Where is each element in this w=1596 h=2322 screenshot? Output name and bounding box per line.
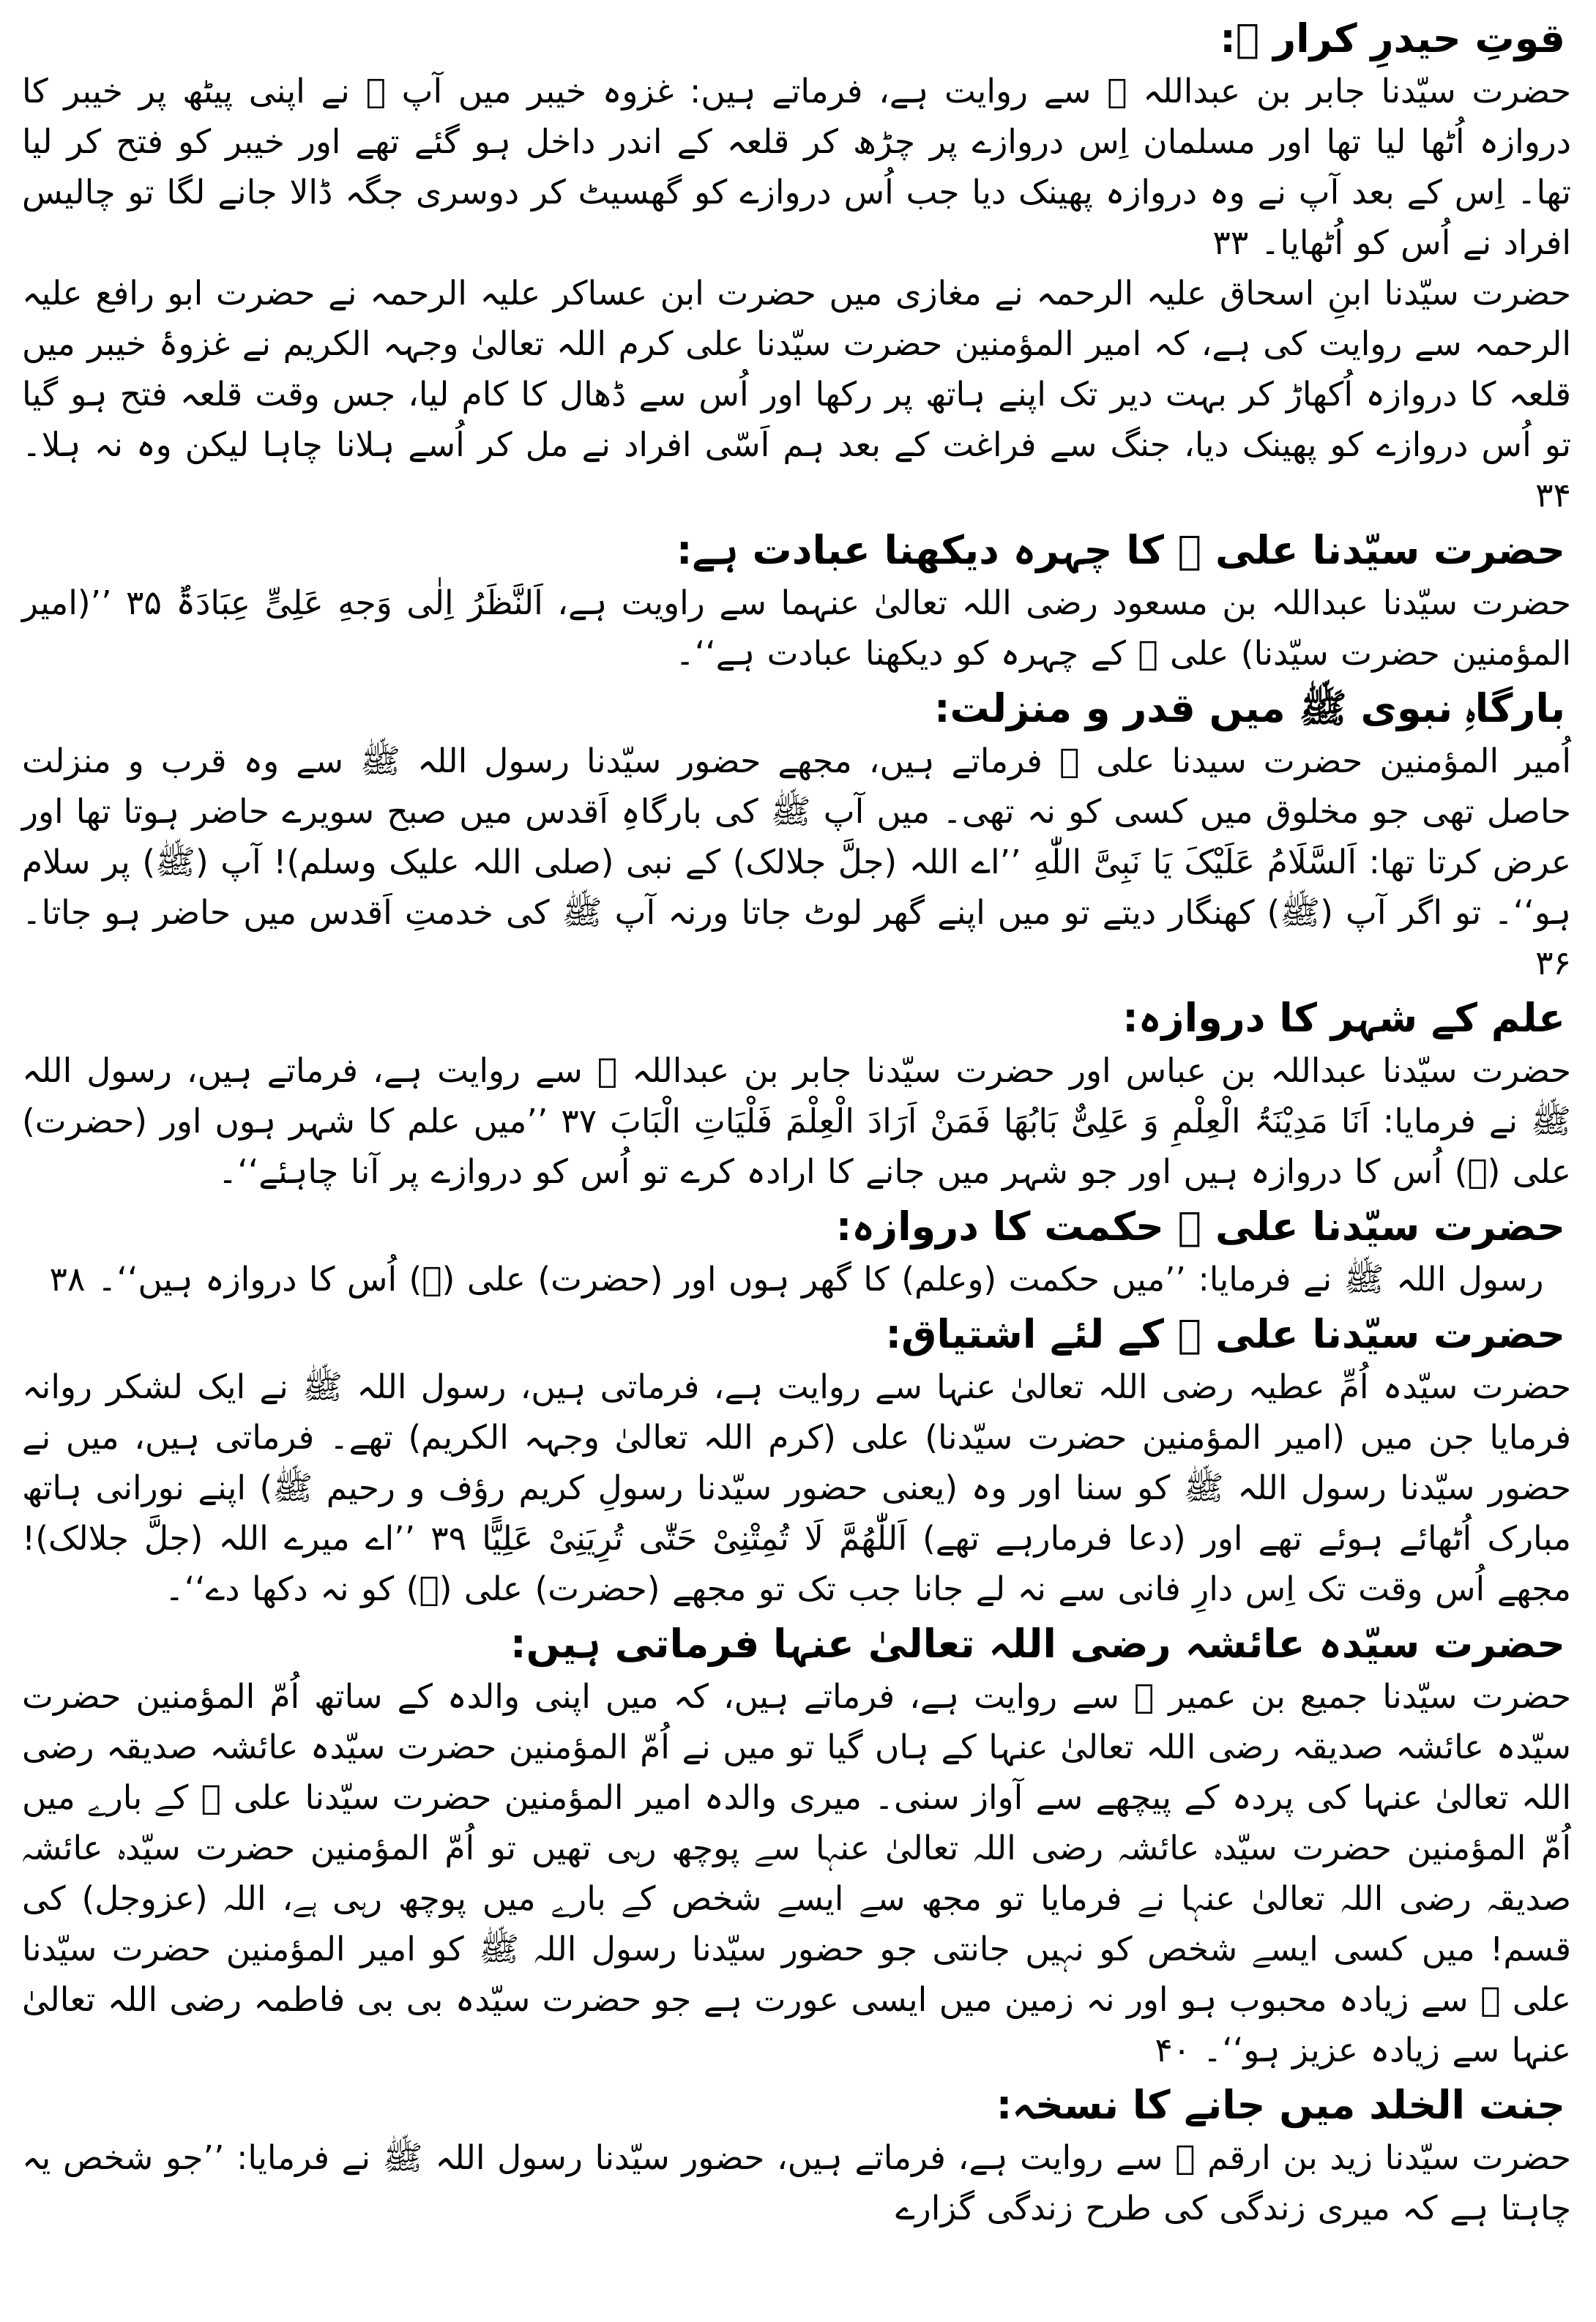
paragraph-zaid-ibn-arqam: حضرت سیّدنا زید بن ارقم ﷜ سے روایت ہے، فرماتے ہیں، حضور سیّدنا رسول اللہ ﷺ نے فرمایا: ’’جو شخص یہ چاہتا ہے کہ میری زندگی کی طرح زندگی گزارے — [22, 2138, 1571, 2228]
paragraph-house-of-wisdom: رسول اللہ ﷺ نے فرمایا: ’’میں حکمت (وعلم) کا گھر ہوں اور (حضرت) علی (﷜) اُس کا دروازہ ہیں‘‘۔ ۳۸ — [49, 1260, 1544, 1299]
section-heading-quwwat-e-haidar: قوتِ حیدرِ کرار ﷜: — [1220, 15, 1565, 61]
paragraph-khaibar-gate: حضرت سیّدنا جابر بن عبداللہ ﷜ سے روایت ہے، فرماتے ہیں: غزوہ خیبر میں آپ ﷜ نے اپنی پیٹھ پر خیبر کا دروازہ اُٹھا لیا تھا اور مسلمان اِس دروازے پر چڑھ کر قلعہ کے اندر داخل ہو گئے تھے اور خیبر کو فتح کر لیا تھا۔ اِس کے بعد آپ نے وہ دروازہ پھینک دیا جب اُس دروازے کو گھسیٹ کر دوسری جگہ ڈالا جانے لگا تو چالیس افراد نے اُس کو اُٹھایا۔ ۳۳ — [22, 72, 1571, 262]
section-heading-aisha-says: حضرت سیّدہ عائشہ رضی اللہ تعالیٰ عنہا فرماتی ہیں: — [510, 1621, 1565, 1667]
section-heading-paradise-recipe: جنت الخلد میں جانے کا نسخہ: — [996, 2082, 1565, 2128]
paragraph-ibn-masud-narration: حضرت سیّدنا عبداللہ بن مسعود رضی اللہ تعالیٰ عنہما سے راویت ہے، اَلنَّظَرُ اِلٰی وَجهِ عَلِیٍّ عِبَادَۃٌ ۳۵ ’’(امیر المؤمنین حضرت سیّدنا) علی ﷜ کے چہرہ کو دیکھنا عبادت ہے‘‘۔ — [22, 583, 1571, 673]
section-heading-longing: حضرت سیّدنا علی ﷜ کے لئے اشتیاق: — [885, 1311, 1565, 1357]
paragraph-city-of-knowledge: حضرت سیّدنا عبداللہ بن عباس اور حضرت سیّدنا جابر بن عبداللہ ﷜ سے روایت ہے، فرماتے ہیں، رسول اللہ ﷺ نے فرمایا: اَنَا مَدِیْنَۃُ الْعِلْمِ وَ عَلِیٌّ بَابُهَا فَمَنْ اَرَادَ الْعِلْمَ فَلْیَاتِ الْبَابَ ۳۷ ’’میں علم کا شہر ہوں اور (حضرت) علی (﷜) اُس کا دروازہ ہیں اور جو شہر میں جانے کا ارادہ کرے تو اُس کو دروازے پر آنا چاہئے‘‘۔ — [22, 1051, 1571, 1191]
section-heading-face-worship: حضرت سیّدنا علی ﷜ کا چہرہ دیکھنا عبادت ہے: — [676, 527, 1565, 573]
paragraph-morning-salam: اُمیر المؤمنین حضرت سیدنا علی ﷜ فرماتے ہیں، مجھے حضور سیّدنا رسول اللہ ﷺ سے وہ قرب و منزلت حاصل تھی جو مخلوق میں کسی کو نہ تھی۔ میں آپ ﷺ کی بارگاہِ اَقدس میں صبح سویرے حاضر ہوتا تھا اور عرض کرتا تھا: اَلسَّلَامُ عَلَیْکَ یَا نَبِیَّ اللّٰهِ ’’اے اللہ (جلَّ جلالک) کے نبی (صلی اللہ علیک وسلم)! آپ (ﷺ) پر سلام ہو‘‘۔ تو اگر آپ (ﷺ) کھنگار دیتے تو میں اپنے گھر لوٹ جاتا ورنہ آپ ﷺ کی خدمتِ اَقدس میں حاضر ہو جاتا۔ ۳۶ — [22, 742, 1571, 982]
paragraph-umm-atiyya-narration: حضرت سیّدہ اُمِّ عطیہ رضی اللہ تعالیٰ عنہا سے روایت ہے، فرماتی ہیں، رسول اللہ ﷺ نے ایک لشکر روانہ فرمایا جن میں (امیر المؤمنین حضرت سیّدنا) علی (کرم اللہ تعالیٰ وجہہ الکریم) تھے۔ فرماتی ہیں، میں نے حضور سیّدنا رسول اللہ ﷺ کو سنا اور وہ (یعنی حضور سیّدنا رسولِ کریم رؤف و رحیم ﷺ) اپنے نورانی ہاتھ مبارک اُٹھائے ہوئے تھے اور (دعا فرمارہے تھے) اَللّٰهُمَّ لَا تُمِتْنِیْ حَتّٰی تُرِیَنِیْ عَلِیًّا ۳۹ ’’اے میرے اللہ (جلَّ جلالک)! مجھے اُس وقت تک اِس دارِ فانی سے نہ لے جانا جب تک تو مجھے (حضرت) علی (﷜) کو نہ دکھا دے‘‘۔ — [22, 1367, 1572, 1608]
paragraph-jumay-narration: حضرت سیّدنا جمیع بن عمیر ﷜ سے روایت ہے، فرماتے ہیں، کہ میں اپنی والدہ کے ساتھ اُمّ المؤمنین حضرت سیّدہ عائشہ صدیقہ رضی اللہ تعالیٰ عنہا کے ہاں گیا تو میں نے اُمّ المؤمنین حضرت سیّدہ عائشہ صدیقہ رضی اللہ تعالیٰ عنہا کی پردہ کے پیچھے سے آواز سنی۔ میری والدہ امیر المؤمنین حضرت سیّدنا علی ﷜ کے بارے میں اُمّ المؤمنین حضرت سیّدہ عائشہ رضی اللہ تعالیٰ عنہا سے پوچھ رہی تھیں تو اُمّ المؤمنین حضرت سیّدہ عائشہ صدیقہ رضی اللہ تعالیٰ عنہا نے فرمایا تو مجھ سے ایسے شخص کے بارے میں پوچھ رہی ہے، اللہ (عزوجل) کی قسم! میں کسی ایسے شخص کو نہیں جانتی جو حضور سیّدنا رسول اللہ ﷺ کو امیر المؤمنین حضرت سیّدنا علی ﷜ سے زیادہ محبوب ہو اور نہ زمین میں ایسی عورت ہے جو حضرت سیّدہ بی بی فاطمہ رضی اللہ تعالیٰ عنہا سے زیادہ عزیز ہو‘‘۔ ۴۰ — [22, 1677, 1571, 2069]
section-heading-city-of-knowledge: علم کے شہر کا دروازہ: — [1122, 995, 1565, 1041]
section-heading-door-of-wisdom: حضرت سیّدنا علی ﷜ حکمت کا دروازہ: — [835, 1203, 1565, 1250]
paragraph-ibn-ishaq-narration: حضرت سیّدنا ابنِ اسحاق علیہ الرحمہ نے مغازی میں حضرت ابن عساکر علیہ الرحمہ نے حضرت ابو رافع علیہ الرحمہ سے روایت کی ہے، کہ امیر المؤمنین حضرت سیّدنا علی کرم اللہ تعالیٰ وجہہ الکریم نے غزوۂ خیبر میں قلعہ کا دروازہ اُکھاڑ کر بہت دیر تک اپنے ہاتھ پر رکھا اور اُس سے ڈھال کا کام لیا، جس وقت قلعہ فتح ہو گیا تو اُس دروازے کو پھینک دیا، جنگ سے فراغت کے بعد ہم اَسّی افراد نے مل کر اُسے ہلانا چاہا لیکن وہ نہ ہلا۔ ۳۴ — [22, 274, 1571, 515]
section-heading-prophetic-court: بارگاہِ نبوی ﷺ میں قدر و منزلت: — [933, 685, 1565, 731]
